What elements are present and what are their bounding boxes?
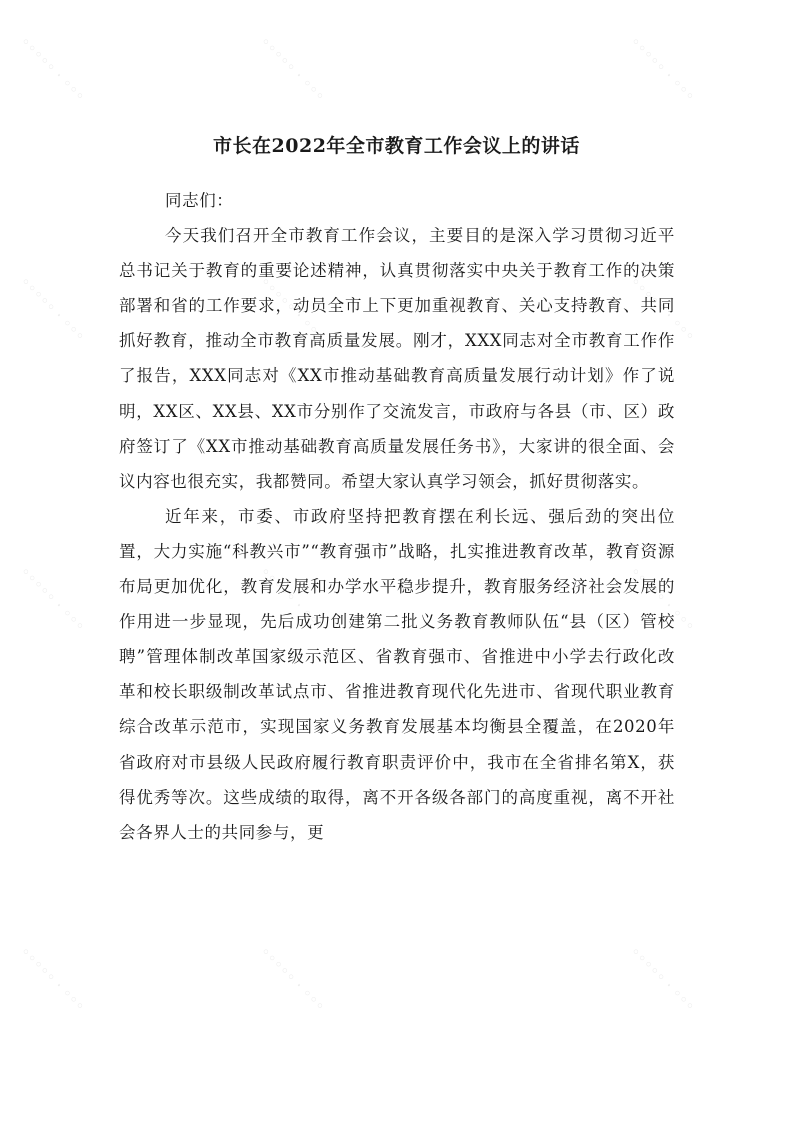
paragraph: 近年来，市委、市政府坚持把教育摆在利长远、强后劲的突出位置，大力实施“科教兴市”“教育强市”战略，扎实推进教育改革，教育资源布局更加优化，教育发展和办学水平稳步提升，教育服务经济社会发展的作用进一步显现，先后成功创建第二批义务教育教师队伍“县（区）管校聘”管理体制改革国家级示范区、省教育强市、省推进中小学去行政化改革和校长职级制改革试点市、省推进教育现代化先进市、省现代职业教育综合改革示范市，实现国家义务教育发展基本均衡县全覆盖，在2020年省政府对市县级人民政府履行教育职责评价中，我市在全省排名第X，获得优秀等次。这些成绩的取得，离不开各级各部门的高度重视，离不开社会各界人士的共同参与，更 [119,506,675,842]
watermark-mark: ◦◦◦◦◦ · ◦◦◦ [16,272,89,346]
document-body [119,183,675,850]
document-title: 市长在2022年全市教育工作会议上的讲话 [213,135,580,157]
watermark-mark: ◦◦◦◦◦ · ◦◦◦ [256,562,329,636]
watermark-mark: ◦◦◦◦◦ · ◦◦◦ [16,942,89,1016]
watermark-mark: ◦◦◦◦◦ · ◦◦◦ [16,562,89,636]
paragraph: 今天我们召开全市教育工作会议，主要目的是深入学习贯彻习近平总书记关于教育的重要论述精神，认真贯彻落实中央关于教育工作的决策部署和省的工作要求，动员全市上下更加重视教育、关心支持教育、共同抓好教育，推动全市教育高质量发展。刚才，XXX同志对全市教育工作作了报告，XXX同志对《XX市推动基础教育高质量发展行动计划》作了说明，XX区、XX县、XX市分别作了交流发言，市政府与各县（市、区）政府签订了《XX市推动基础教育高质量发展任务书》，大家讲的很全面、会议内容也很充实，我都赞同。希望大家认真学习领会，抓好贯彻落实。 [119,226,675,491]
watermark-mark: ◦◦◦◦◦ · ◦◦◦ [626,32,699,106]
watermark-mark: ◦◦◦◦◦ · ◦◦◦ [626,562,699,636]
watermark-mark: ◦◦◦◦◦ · ◦◦◦ [626,942,699,1016]
watermark-mark: ◦◦◦◦◦ · ◦◦◦ [16,32,89,106]
watermark-mark: ◦◦◦◦◦ · ◦◦◦ [256,942,329,1016]
salutation: 同志们： [165,191,234,210]
watermark-mark: ◦◦◦◦◦ · ◦◦◦ [256,272,329,346]
watermark-mark: ◦◦◦◦◦ · ◦◦◦ [626,272,699,346]
watermark-mark: ◦◦◦◦◦ · ◦◦◦ [256,32,329,106]
